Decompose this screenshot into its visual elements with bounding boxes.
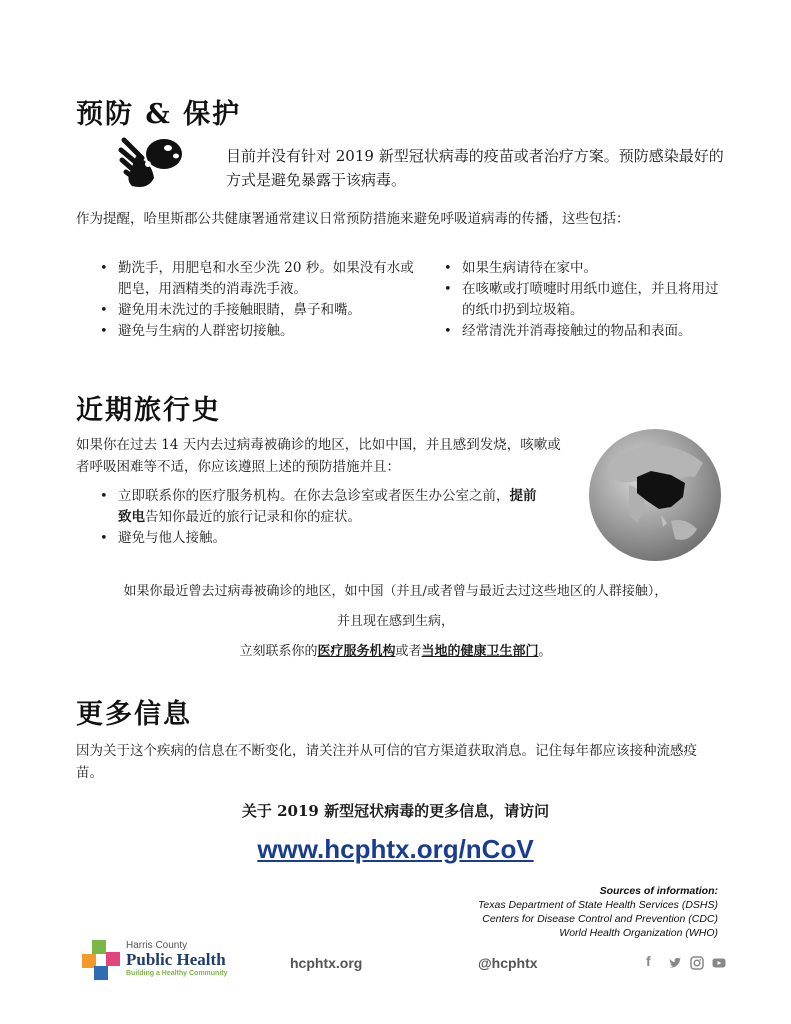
url-text[interactable]: www.hcphtx.org/nCoV <box>257 834 534 864</box>
sources-title: Sources of information: <box>599 885 718 897</box>
list-item: • 避免与他人接触。 <box>100 528 540 549</box>
visit-text: 关于 2019 新型冠状病毒的更多信息，请访问 <box>241 802 550 820</box>
travel-list <box>100 486 540 549</box>
facebook-icon[interactable]: f <box>646 953 651 969</box>
source-item: Texas Department of State Health Services (DSHS) <box>477 899 718 911</box>
handwashing-icon <box>118 132 188 192</box>
prevention-heading: 预防 & 保护 <box>76 99 242 130</box>
twitter-icon[interactable] <box>668 956 682 970</box>
list-item: • 经常清洗并消毒接触过的物品和表面。 <box>444 321 724 342</box>
instagram-icon[interactable] <box>690 956 704 970</box>
sources-block <box>400 884 718 940</box>
travel-heading: 近期旅行史 <box>76 395 221 426</box>
more-info-heading: 更多信息 <box>76 699 192 730</box>
prevention-intro: 目前并没有针对 2019 新型冠状病毒的疫苗或者治疗方案。预防感染最好的方式是避免暴露于该病毒。 <box>226 147 724 189</box>
logo-line-1: Harris County <box>126 940 188 951</box>
list-item: • 避免用未洗过的手接触眼睛，鼻子和嘴。 <box>100 300 420 321</box>
prevention-reminder: 作为提醒，哈里斯郡公共健康署通常建议日常预防措施来避免呼吸道病毒的传播，这些包括： <box>76 211 630 227</box>
list-item: • 避免与生病的人群密切接触。 <box>100 321 420 342</box>
list-item: • 在咳嗽或打喷嚏时用纸巾遮住，并且将用过的纸巾扔到垃圾箱。 <box>444 279 724 321</box>
website-url-link[interactable] <box>40 834 751 865</box>
youtube-icon[interactable] <box>712 956 726 970</box>
source-item: World Health Organization (WHO) <box>559 927 718 939</box>
notice-line-1: 如果你最近曾去过病毒被确诊的地区，如中国（并且/或者曾与最近去过这些地区的人群接触）， <box>123 584 668 599</box>
logo-line-2: Public Health <box>126 950 226 969</box>
globe-image <box>585 425 725 565</box>
source-item: Centers for Disease Control and Prevention (CDC) <box>482 913 718 925</box>
local-health-department-link[interactable]: 当地的健康卫生部门 <box>421 644 539 659</box>
social-icons <box>646 953 736 973</box>
hcph-logo <box>82 940 242 980</box>
list-item: • 立即联系你的医疗服务机构。在你去急诊室或者医生办公室之前，提前致电告知你最近的旅行记录和你的症状。 <box>100 486 540 528</box>
logo-squares-icon <box>82 940 122 980</box>
call-ahead-text: 提前致电 <box>118 488 537 525</box>
prevention-list-right <box>444 258 724 342</box>
healthcare-provider-link[interactable]: 医疗服务机构 <box>317 644 396 659</box>
list-item: • 如果生病请待在家中。 <box>444 258 724 279</box>
footer-website[interactable]: hcphtx.org <box>290 955 363 971</box>
list-item: • 勤洗手，用肥皂和水至少洗 20 秒。如果没有水或肥皂，用酒精类的消毒洗手液。 <box>100 258 420 300</box>
prevention-list-left <box>100 258 420 342</box>
notice-line-3: 立刻联系你的医疗服务机构或者当地的健康卫生部门。 <box>239 644 552 659</box>
logo-line-3: Building a Healthy Community <box>126 970 228 977</box>
notice-line-2: 并且现在感到生病， <box>336 614 454 629</box>
travel-intro: 如果你在过去 14 天内去过病毒被确诊的地区，比如中国，并且感到发烧，咳嗽或者呼吸困难等不适，你应该遵照上述的预防措施并且： <box>76 437 561 475</box>
more-info-body: 因为关于这个疾病的信息在不断变化，请关注并从可信的官方渠道获取消息。记住每年都应该接种流感疫苗。 <box>76 743 697 781</box>
footer-handle[interactable]: @hcphtx <box>478 955 538 971</box>
